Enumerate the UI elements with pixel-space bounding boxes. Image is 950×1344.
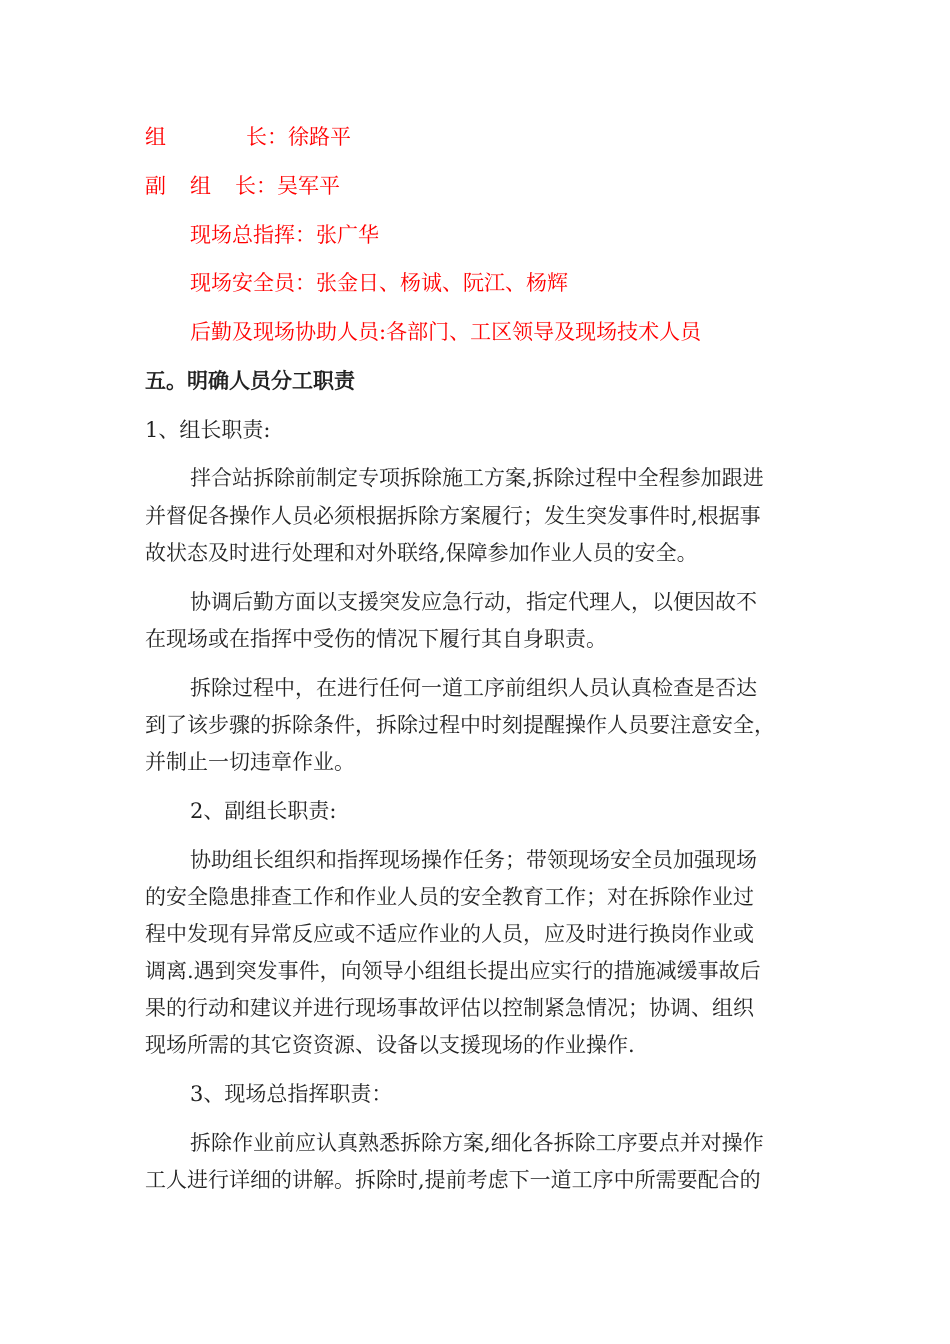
paragraph-line: 果的行动和建议并进行现场事故评估以控制紧急情况；协调、组织	[145, 996, 754, 1020]
deputy-label-char-3: 长	[235, 174, 256, 198]
deputy-line	[145, 173, 340, 199]
paragraph-line: 并督促各操作人员必须根据拆除方案履行；发生突发事件时,根据事	[145, 504, 761, 528]
paragraph-line: 工人进行详细的讲解。拆除时,提前考虑下一道工序中所需要配合的	[145, 1168, 761, 1192]
leader-duty-heading: 1、组长职责:	[145, 418, 271, 442]
paragraph-line: 拆除作业前应认真熟悉拆除方案,细化各拆除工序要点并对操作	[190, 1131, 764, 1155]
leader-line	[145, 124, 351, 150]
support-staff-line: 后勤及现场协助人员:各部门、工区领导及现场技术人员	[190, 320, 702, 344]
deputy-name: ：吴军平	[256, 174, 340, 198]
paragraph-line: 在现场或在指挥中受伤的情况下履行其自身职责。	[145, 627, 607, 651]
leader-label-char-1: 组	[145, 125, 166, 149]
paragraph-line: 协调后勤方面以支援突发应急行动，指定代理人，以便因故不	[190, 590, 757, 614]
commander-duty-heading: 3、现场总指挥职责：	[190, 1082, 393, 1106]
paragraph-line: 程中发现有异常反应或不适应作业的人员，应及时进行换岗作业或	[145, 922, 754, 946]
section-title: 五。明确人员分工职责	[145, 369, 355, 393]
paragraph-line: 到了该步骤的拆除条件，拆除过程中时刻提醒操作人员要注意安全，	[145, 713, 775, 737]
paragraph-line: 调离.遇到突发事件，向领导小组组长提出应实行的措施减缓事故后	[145, 959, 761, 983]
commander-line: 现场总指挥：张广华	[190, 223, 379, 247]
deputy-label-char-2: 组	[190, 174, 211, 198]
deputy-label-char-1: 副	[145, 174, 166, 198]
paragraph-line: 故状态及时进行处理和对外联络,保障参加作业人员的安全。	[145, 541, 698, 565]
paragraph-line: 拌合站拆除前制定专项拆除施工方案,拆除过程中全程参加跟进	[190, 466, 764, 490]
leader-label-char-2: 长	[246, 125, 267, 149]
paragraph-line: 的安全隐患排查工作和作业人员的安全教育工作；对在拆除作业过	[145, 885, 754, 909]
safety-officer-line: 现场安全员：张金日、杨诚、阮江、杨辉	[190, 271, 568, 295]
leader-name: ：徐路平	[267, 125, 351, 149]
paragraph-line: 拆除过程中，在进行任何一道工序前组织人员认真检查是否达	[190, 676, 757, 700]
paragraph-line: 现场所需的其它资资源、设备以支援现场的作业操作.	[145, 1033, 635, 1057]
paragraph-line: 协助组长组织和指挥现场操作任务；带领现场安全员加强现场	[190, 848, 757, 872]
deputy-duty-heading: 2、副组长职责:	[190, 799, 337, 823]
paragraph-line: 并制止一切违章作业。	[145, 750, 355, 774]
